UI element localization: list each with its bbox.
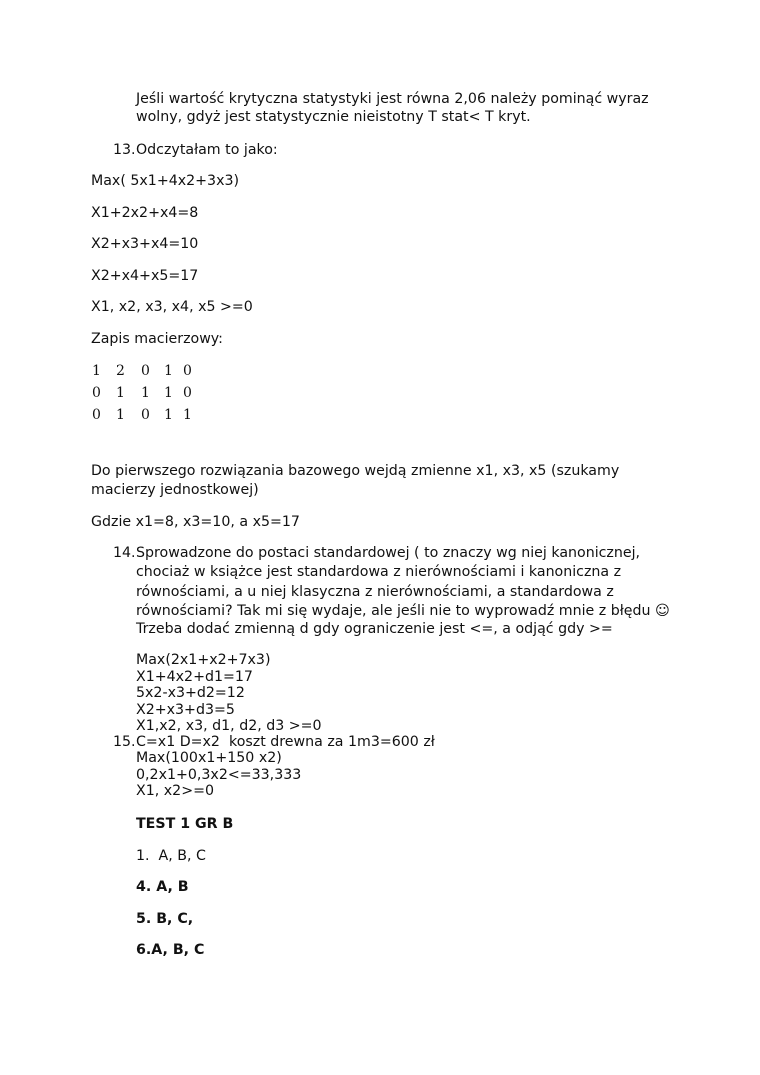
intro-line-1: Jeśli wartość krytyczna statystyki jest równa 2,06 należy pominąć wyraz xyxy=(136,91,649,107)
item-15-line: 0,2x1+0,3x2<=33,333 xyxy=(136,767,302,783)
test-answer-5: 5. B, C, xyxy=(136,911,194,927)
matrix-cell: 0 xyxy=(141,407,150,423)
item-13-text: Odczytałam to jako: xyxy=(136,142,278,158)
constraint-13-2: X2+x3+x4=10 xyxy=(91,236,199,252)
item-14-model-line: X1+4x2+d1=17 xyxy=(136,669,253,685)
item-14-model-line: Max(2x1+x2+7x3) xyxy=(136,652,271,668)
item-15-number: 15. xyxy=(113,734,136,750)
item-14-model-line: X2+x3+d3=5 xyxy=(136,702,235,718)
basis-line-1: Do pierwszego rozwiązania bazowego wejdą zmienne x1, x3, x5 (szukamy xyxy=(91,463,620,479)
test-answer-4: 4. A, B xyxy=(136,879,189,895)
matrix-cell: 1 xyxy=(164,385,173,401)
matrix-cell: 0 xyxy=(183,363,192,379)
test-answer-6: 6.A, B, C xyxy=(136,942,205,958)
constraint-13-3: X2+x4+x5=17 xyxy=(91,268,199,284)
basis-line-2: macierzy jednostkowej) xyxy=(91,482,259,498)
matrix-cell: 0 xyxy=(92,407,101,423)
matrix-cell: 0 xyxy=(183,385,192,401)
item-15-line: C=x1 D=x2 koszt drewna za 1m3=600 zł xyxy=(136,734,435,750)
matrix-cell: 0 xyxy=(141,363,150,379)
matrix-cell: 1 xyxy=(164,407,173,423)
matrix-cell: 2 xyxy=(116,363,125,379)
matrix-cell: 1 xyxy=(164,363,173,379)
item-14-line: równościami? Tak mi się wydaje, ale jeśli nie to wyprowadź mnie z błędu ☺ xyxy=(136,603,670,619)
item-14-number: 14. xyxy=(113,545,136,561)
nonneg-13: X1, x2, x3, x4, x5 >=0 xyxy=(91,299,253,315)
matrix-cell: 1 xyxy=(116,407,125,423)
item-14-line: Sprowadzone do postaci standardowej ( to znaczy wg niej kanonicznej, xyxy=(136,545,641,561)
matrix-cell: 0 xyxy=(92,385,101,401)
basis-values: Gdzie x1=8, x3=10, a x5=17 xyxy=(91,514,300,530)
matrix-cell: 1 xyxy=(183,407,192,423)
matrix-cell: 1 xyxy=(141,385,150,401)
item-13-number: 13. xyxy=(113,142,136,158)
intro-line-2: wolny, gdyż jest statystycznie nieistotny T stat< T kryt. xyxy=(136,109,531,125)
item-15-line: X1, x2>=0 xyxy=(136,783,214,799)
item-14-line: chociaż w książce jest standardowa z nierównościami i kanoniczna z xyxy=(136,564,622,580)
test-heading: TEST 1 GR B xyxy=(136,816,234,832)
item-14-model-line: 5x2-x3+d2=12 xyxy=(136,685,245,701)
item-14-model-line: X1,x2, x3, d1, d2, d3 >=0 xyxy=(136,718,322,734)
item-15-line: Max(100x1+150 x2) xyxy=(136,750,282,766)
matrix-label: Zapis macierzowy: xyxy=(91,331,223,347)
objective-13: Max( 5x1+4x2+3x3) xyxy=(91,173,240,189)
constraint-13-1: X1+2x2+x4=8 xyxy=(91,205,199,221)
item-14-line: Trzeba dodać zmienną d gdy ograniczenie jest <=, a odjąć gdy >= xyxy=(136,621,613,637)
matrix-cell: 1 xyxy=(116,385,125,401)
matrix-cell: 1 xyxy=(92,363,101,379)
test-answer-1: 1. A, B, C xyxy=(136,848,206,864)
item-14-line: równościami, a u niej klasyczna z nierównościami, a standardowa z xyxy=(136,584,614,600)
